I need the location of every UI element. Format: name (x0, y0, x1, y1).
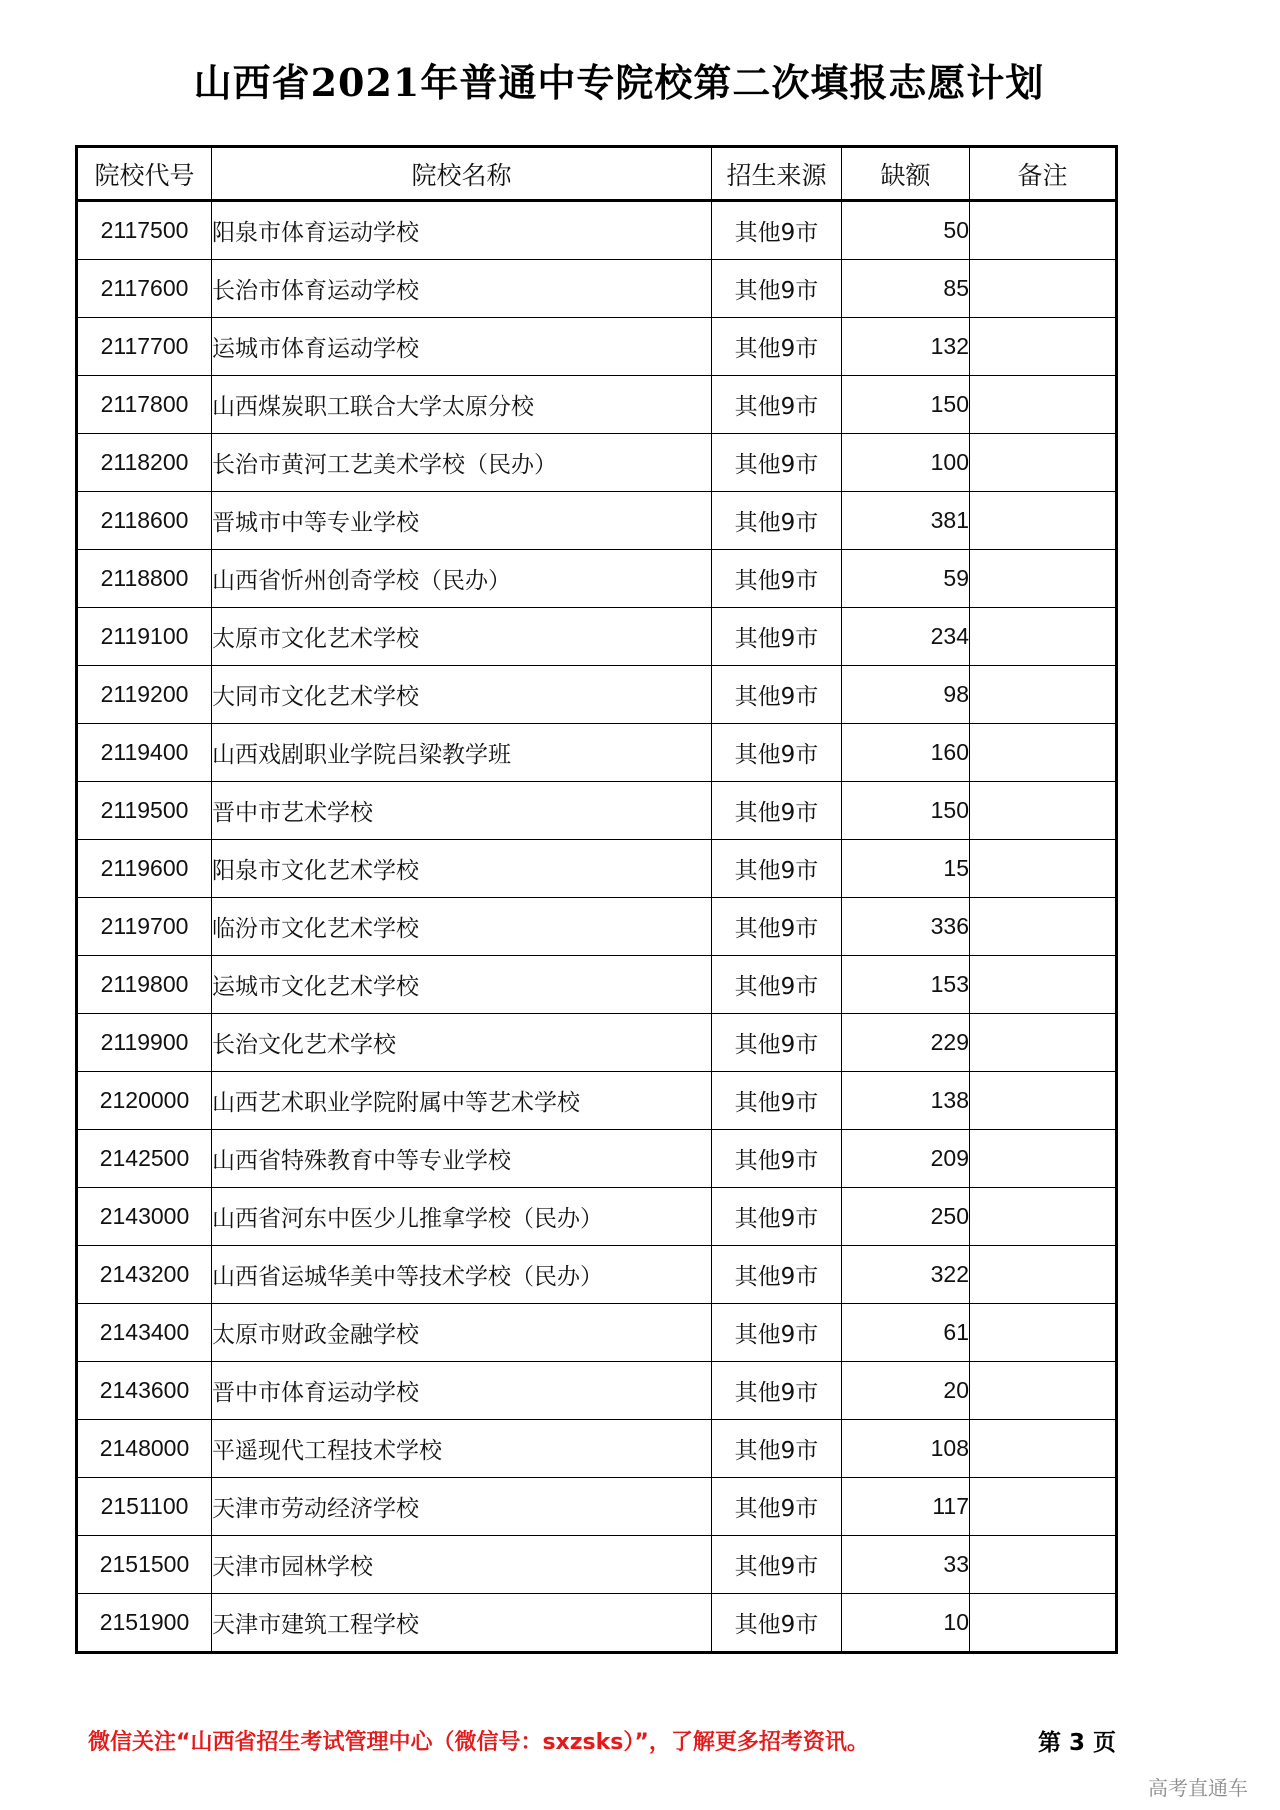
enrollment-source-cell: 其他9市 (712, 724, 842, 782)
school-name-cell: 运城市文化艺术学校 (212, 956, 712, 1014)
school-name-cell: 山西艺术职业学院附属中等艺术学校 (212, 1072, 712, 1130)
school-code-cell: 2143400 (77, 1304, 212, 1362)
remarks-cell (970, 1594, 1117, 1653)
remarks-cell (970, 201, 1117, 260)
school-name-cell: 晋城市中等专业学校 (212, 492, 712, 550)
school-code-cell: 2117700 (77, 318, 212, 376)
enrollment-source-cell: 其他9市 (712, 782, 842, 840)
remarks-cell (970, 1130, 1117, 1188)
remarks-cell (970, 492, 1117, 550)
remarks-cell (970, 1188, 1117, 1246)
enrollment-source-cell: 其他9市 (712, 1362, 842, 1420)
watermark: 高考直通车 (1148, 1776, 1248, 1800)
table-row (77, 201, 1117, 260)
vacancy-cell: 381 (842, 492, 970, 550)
remarks-cell (970, 1478, 1117, 1536)
table-row (77, 1246, 1117, 1304)
vacancy-cell: 150 (842, 782, 970, 840)
enrollment-source-cell: 其他9市 (712, 201, 842, 260)
enrollment-source-cell: 其他9市 (712, 1420, 842, 1478)
vacancy-cell: 153 (842, 956, 970, 1014)
remarks-cell (970, 376, 1117, 434)
remarks-cell (970, 840, 1117, 898)
table-row (77, 666, 1117, 724)
school-name-cell: 运城市体育运动学校 (212, 318, 712, 376)
school-name-cell: 天津市建筑工程学校 (212, 1594, 712, 1653)
school-name-cell: 长治市体育运动学校 (212, 260, 712, 318)
enrollment-source-cell: 其他9市 (712, 840, 842, 898)
remarks-cell (970, 1536, 1117, 1594)
table-row (77, 434, 1117, 492)
table-row (77, 782, 1117, 840)
enrollment-source-cell: 其他9市 (712, 1246, 842, 1304)
school-code-cell: 2117600 (77, 260, 212, 318)
enrollment-source-cell: 其他9市 (712, 1130, 842, 1188)
enrollment-source-cell: 其他9市 (712, 666, 842, 724)
enrollment-source-cell: 其他9市 (712, 318, 842, 376)
vacancy-cell: 336 (842, 898, 970, 956)
page-title: 山西省2021年普通中专院校第二次填报志愿计划 (193, 60, 1045, 105)
school-name-cell: 平遥现代工程技术学校 (212, 1420, 712, 1478)
remarks-cell (970, 724, 1117, 782)
school-code-cell: 2148000 (77, 1420, 212, 1478)
remarks-cell (970, 434, 1117, 492)
school-name-cell: 大同市文化艺术学校 (212, 666, 712, 724)
remarks-cell (970, 1304, 1117, 1362)
table-row (77, 1420, 1117, 1478)
header-school-code: 院校代号 (77, 147, 212, 201)
vacancy-cell: 229 (842, 1014, 970, 1072)
table-row (77, 1594, 1117, 1653)
enrollment-source-cell: 其他9市 (712, 1014, 842, 1072)
school-name-cell: 天津市劳动经济学校 (212, 1478, 712, 1536)
vacancy-cell: 150 (842, 376, 970, 434)
table-header-row (77, 147, 1117, 201)
enrollment-source-cell: 其他9市 (712, 1304, 842, 1362)
school-code-cell: 2119600 (77, 840, 212, 898)
vacancy-cell: 322 (842, 1246, 970, 1304)
wechat-follow-notice: 微信关注“山西省招生考试管理中心（微信号：sxzsks）”，了解更多招考资讯。 (88, 1730, 869, 1755)
school-code-cell: 2119800 (77, 956, 212, 1014)
header-school-name: 院校名称 (212, 147, 712, 201)
remarks-cell (970, 898, 1117, 956)
school-code-cell: 2120000 (77, 1072, 212, 1130)
vacancy-cell: 209 (842, 1130, 970, 1188)
table-row (77, 1130, 1117, 1188)
school-code-cell: 2117800 (77, 376, 212, 434)
table-row (77, 260, 1117, 318)
table-row (77, 840, 1117, 898)
enrollment-source-cell: 其他9市 (712, 1188, 842, 1246)
table-row (77, 492, 1117, 550)
school-code-cell: 2143200 (77, 1246, 212, 1304)
enrollment-plan-table (75, 145, 1118, 1654)
table-row (77, 1014, 1117, 1072)
enrollment-source-cell: 其他9市 (712, 434, 842, 492)
remarks-cell (970, 666, 1117, 724)
remarks-cell (970, 782, 1117, 840)
school-name-cell: 长治市黄河工艺美术学校（民办） (212, 434, 712, 492)
vacancy-cell: 50 (842, 201, 970, 260)
enrollment-source-cell: 其他9市 (712, 1072, 842, 1130)
remarks-cell (970, 1246, 1117, 1304)
school-code-cell: 2151900 (77, 1594, 212, 1653)
vacancy-cell: 15 (842, 840, 970, 898)
table-row (77, 608, 1117, 666)
school-code-cell: 2143000 (77, 1188, 212, 1246)
vacancy-cell: 234 (842, 608, 970, 666)
school-code-cell: 2118600 (77, 492, 212, 550)
vacancy-cell: 61 (842, 1304, 970, 1362)
school-name-cell: 山西省河东中医少儿推拿学校（民办） (212, 1188, 712, 1246)
enrollment-source-cell: 其他9市 (712, 1594, 842, 1653)
school-code-cell: 2117500 (77, 201, 212, 260)
school-name-cell: 山西省运城华美中等技术学校（民办） (212, 1246, 712, 1304)
vacancy-cell: 250 (842, 1188, 970, 1246)
vacancy-cell: 117 (842, 1478, 970, 1536)
vacancy-cell: 85 (842, 260, 970, 318)
enrollment-source-cell: 其他9市 (712, 956, 842, 1014)
vacancy-cell: 10 (842, 1594, 970, 1653)
school-name-cell: 晋中市艺术学校 (212, 782, 712, 840)
vacancy-cell: 160 (842, 724, 970, 782)
school-name-cell: 晋中市体育运动学校 (212, 1362, 712, 1420)
school-code-cell: 2151500 (77, 1536, 212, 1594)
school-name-cell: 山西省忻州创奇学校（民办） (212, 550, 712, 608)
school-name-cell: 山西省特殊教育中等专业学校 (212, 1130, 712, 1188)
school-code-cell: 2143600 (77, 1362, 212, 1420)
school-name-cell: 天津市园林学校 (212, 1536, 712, 1594)
enrollment-source-cell: 其他9市 (712, 898, 842, 956)
table-row (77, 1304, 1117, 1362)
table-row (77, 550, 1117, 608)
vacancy-cell: 59 (842, 550, 970, 608)
table-row (77, 1188, 1117, 1246)
enrollment-source-cell: 其他9市 (712, 1536, 842, 1594)
vacancy-cell: 33 (842, 1536, 970, 1594)
table-row (77, 376, 1117, 434)
table-row (77, 1072, 1117, 1130)
school-code-cell: 2119200 (77, 666, 212, 724)
table-row (77, 898, 1117, 956)
school-code-cell: 2142500 (77, 1130, 212, 1188)
school-name-cell: 山西煤炭职工联合大学太原分校 (212, 376, 712, 434)
remarks-cell (970, 260, 1117, 318)
vacancy-cell: 132 (842, 318, 970, 376)
remarks-cell (970, 1420, 1117, 1478)
school-name-cell: 阳泉市体育运动学校 (212, 201, 712, 260)
school-name-cell: 阳泉市文化艺术学校 (212, 840, 712, 898)
table-row (77, 318, 1117, 376)
school-name-cell: 山西戏剧职业学院吕梁教学班 (212, 724, 712, 782)
enrollment-source-cell: 其他9市 (712, 1478, 842, 1536)
remarks-cell (970, 318, 1117, 376)
school-name-cell: 长治文化艺术学校 (212, 1014, 712, 1072)
school-name-cell: 太原市财政金融学校 (212, 1304, 712, 1362)
remarks-cell (970, 956, 1117, 1014)
remarks-cell (970, 1014, 1117, 1072)
page-number: 第 3 页 (1038, 1730, 1117, 1756)
remarks-cell (970, 550, 1117, 608)
school-code-cell: 2151100 (77, 1478, 212, 1536)
enrollment-source-cell: 其他9市 (712, 492, 842, 550)
enrollment-source-cell: 其他9市 (712, 260, 842, 318)
table-body (77, 201, 1117, 1653)
school-code-cell: 2119700 (77, 898, 212, 956)
vacancy-cell: 138 (842, 1072, 970, 1130)
table-row (77, 956, 1117, 1014)
school-code-cell: 2119500 (77, 782, 212, 840)
header-enrollment-source: 招生来源 (712, 147, 842, 201)
remarks-cell (970, 1362, 1117, 1420)
enrollment-source-cell: 其他9市 (712, 376, 842, 434)
enrollment-source-cell: 其他9市 (712, 550, 842, 608)
vacancy-cell: 98 (842, 666, 970, 724)
vacancy-cell: 108 (842, 1420, 970, 1478)
school-code-cell: 2118800 (77, 550, 212, 608)
table-row (77, 724, 1117, 782)
vacancy-cell: 100 (842, 434, 970, 492)
table-row (77, 1536, 1117, 1594)
school-code-cell: 2118200 (77, 434, 212, 492)
school-code-cell: 2119900 (77, 1014, 212, 1072)
table-row (77, 1478, 1117, 1536)
vacancy-cell: 20 (842, 1362, 970, 1420)
table-row (77, 1362, 1117, 1420)
header-remarks: 备注 (970, 147, 1117, 201)
header-vacancy: 缺额 (842, 147, 970, 201)
school-code-cell: 2119100 (77, 608, 212, 666)
school-name-cell: 临汾市文化艺术学校 (212, 898, 712, 956)
school-name-cell: 太原市文化艺术学校 (212, 608, 712, 666)
school-code-cell: 2119400 (77, 724, 212, 782)
remarks-cell (970, 608, 1117, 666)
remarks-cell (970, 1072, 1117, 1130)
enrollment-source-cell: 其他9市 (712, 608, 842, 666)
